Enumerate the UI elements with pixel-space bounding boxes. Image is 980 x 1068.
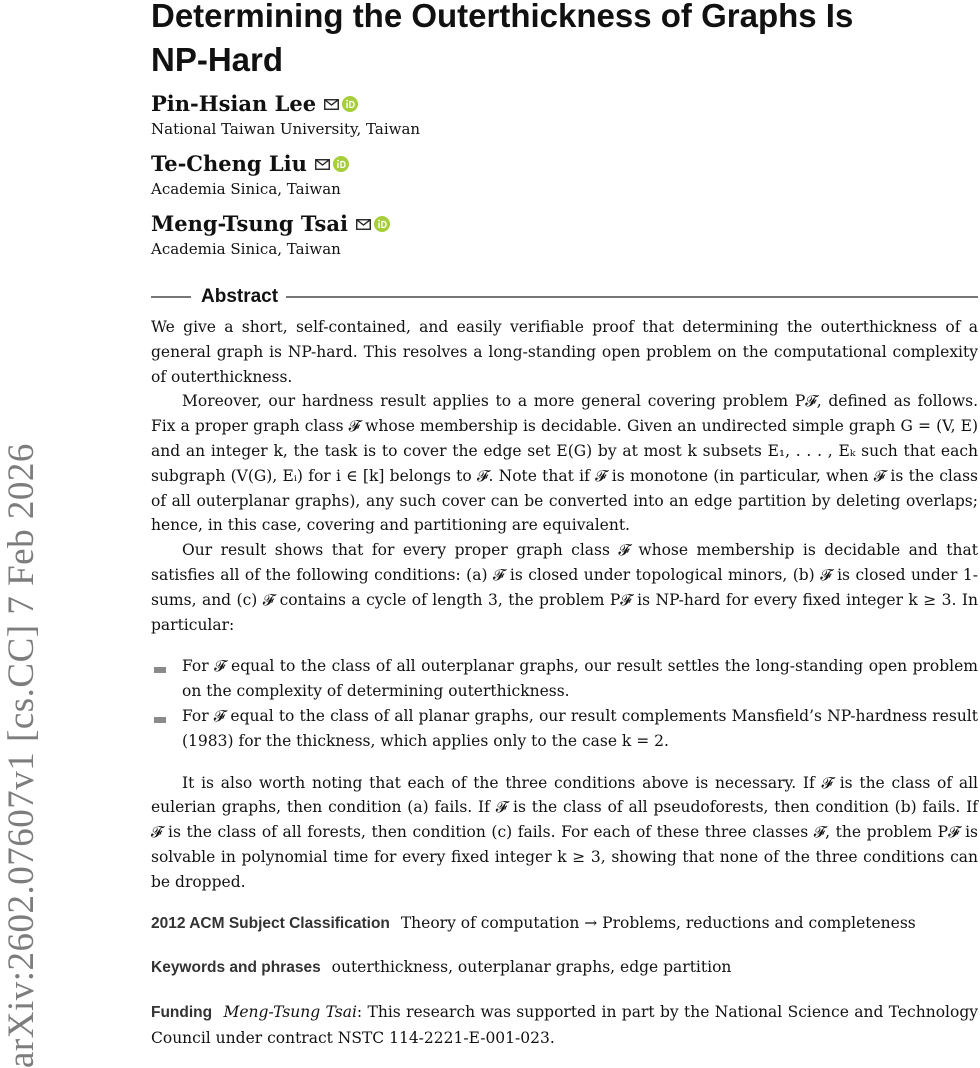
funding-person: Meng-Tsung Tsai bbox=[223, 1003, 357, 1022]
author-block bbox=[151, 212, 978, 260]
author-affiliation: Academia Sinica, Taiwan bbox=[151, 240, 341, 258]
abstract-bullet-list bbox=[151, 654, 978, 753]
abstract-paragraph: We give a short, self-contained, and easily verifiable proof that determining the outerthickness of a general graph is NP-hard. This resolves a long-standing open problem on the computational complexity of outerthickness. bbox=[151, 318, 978, 386]
list-item-text: For 𝓕 equal to the class of all outerplanar graphs, our result settles the long-standing open problem on the complexity of determining outerthickness. bbox=[182, 657, 978, 701]
funding-value: : This research was supported in part by the National Science and Technology Council under contract NSTC 114-2221-E-001-023. bbox=[151, 1003, 979, 1047]
keywords-label: Keywords and phrases bbox=[151, 959, 321, 977]
list-item bbox=[151, 704, 978, 754]
abstract-heading bbox=[151, 285, 978, 309]
author-affiliation: Academia Sinica, Taiwan bbox=[151, 180, 341, 198]
list-item-text: For 𝓕 equal to the class of all planar graphs, our result complements Mansfield’s NP-hardness result (1983) for the thickness, which applies only to the case k = 2. bbox=[182, 706, 978, 750]
abstract-paragraph: It is also worth noting that each of the three conditions above is necessary. If 𝓕 is the class of all eulerian graphs, then condition (a) fails. If 𝓕 is the class of all pseudoforests, then condition (b) fails. If 𝓕 is the class of all forests, then condition (c) fails. For each of these three classes 𝓕, the problem P𝓕 is solvable in polynomial time for every fixed integer k ≥ 3, showing that none of the three conditions can be dropped. bbox=[151, 773, 978, 891]
paper-title: Determining the Outerthickness of Graphs Is NP-Hard bbox=[151, 0, 854, 78]
envelope-icon[interactable] bbox=[315, 159, 330, 170]
keywords-value: outerthickness, outerplanar graphs, edge partition bbox=[331, 958, 732, 977]
arxiv-identifier: arXiv:2602.07607v1 [cs.CC] 7 Feb 2026 bbox=[1, 443, 42, 1068]
bullet-marker bbox=[154, 717, 166, 723]
funding bbox=[151, 1000, 978, 1051]
orcid-icon[interactable] bbox=[374, 216, 390, 232]
list-item bbox=[151, 654, 978, 704]
author-name-row bbox=[151, 152, 978, 176]
divider bbox=[151, 296, 191, 298]
author-block bbox=[151, 92, 978, 140]
orcid-icon[interactable] bbox=[342, 96, 358, 112]
abstract-title: Abstract bbox=[201, 286, 279, 307]
orcid-icon[interactable] bbox=[333, 156, 349, 172]
author-name-row bbox=[151, 212, 978, 236]
envelope-icon[interactable] bbox=[356, 219, 371, 230]
divider bbox=[286, 296, 978, 298]
funding-label: Funding bbox=[151, 1004, 213, 1022]
author-name: Pin-Hsian Lee bbox=[151, 91, 317, 116]
acm-classification bbox=[151, 911, 978, 937]
author-name: Te-Cheng Liu bbox=[151, 151, 307, 176]
paper-page bbox=[151, 0, 978, 1051]
abstract-paragraph: Moreover, our hardness result applies to a more general covering problem P𝓕, defined as follows. Fix a proper graph class 𝓕 whose membership is decidable. Given an undirected simple graph G = (V, E) and an integer k, the task is to cover the edge set E(G) by at most k subsets E₁, . . . , Eₖ such that each subgraph (V(G), Eᵢ) for i ∈ [k] belongs to 𝓕. Note that if 𝓕 is monotone (in particular, when 𝓕 is the class of all outerplanar graphs), any such cover can be converted into an edge partition by deleting overlaps; hence, in this case, covering and partitioning are equivalent. bbox=[151, 392, 978, 535]
keywords bbox=[151, 955, 978, 981]
acm-value: Theory of computation → Problems, reductions and completeness bbox=[400, 913, 916, 932]
acm-label: 2012 ACM Subject Classification bbox=[151, 914, 390, 932]
author-name-row bbox=[151, 92, 978, 116]
abstract-paragraph: Our result shows that for every proper graph class 𝓕 whose membership is decidable and that satisfies all of the following conditions: (a) 𝓕 is closed under topological minors, (b) 𝓕 is closed under 1-sums, and (c) 𝓕 contains a cycle of length 3, the problem P𝓕 is NP-hard for every fixed integer k ≥ 3. In particular: bbox=[151, 541, 978, 634]
author-affiliation: National Taiwan University, Taiwan bbox=[151, 120, 421, 138]
bullet-marker bbox=[154, 667, 166, 673]
author-block bbox=[151, 152, 978, 200]
author-name: Meng-Tsung Tsai bbox=[151, 211, 348, 236]
envelope-icon[interactable] bbox=[324, 99, 339, 110]
